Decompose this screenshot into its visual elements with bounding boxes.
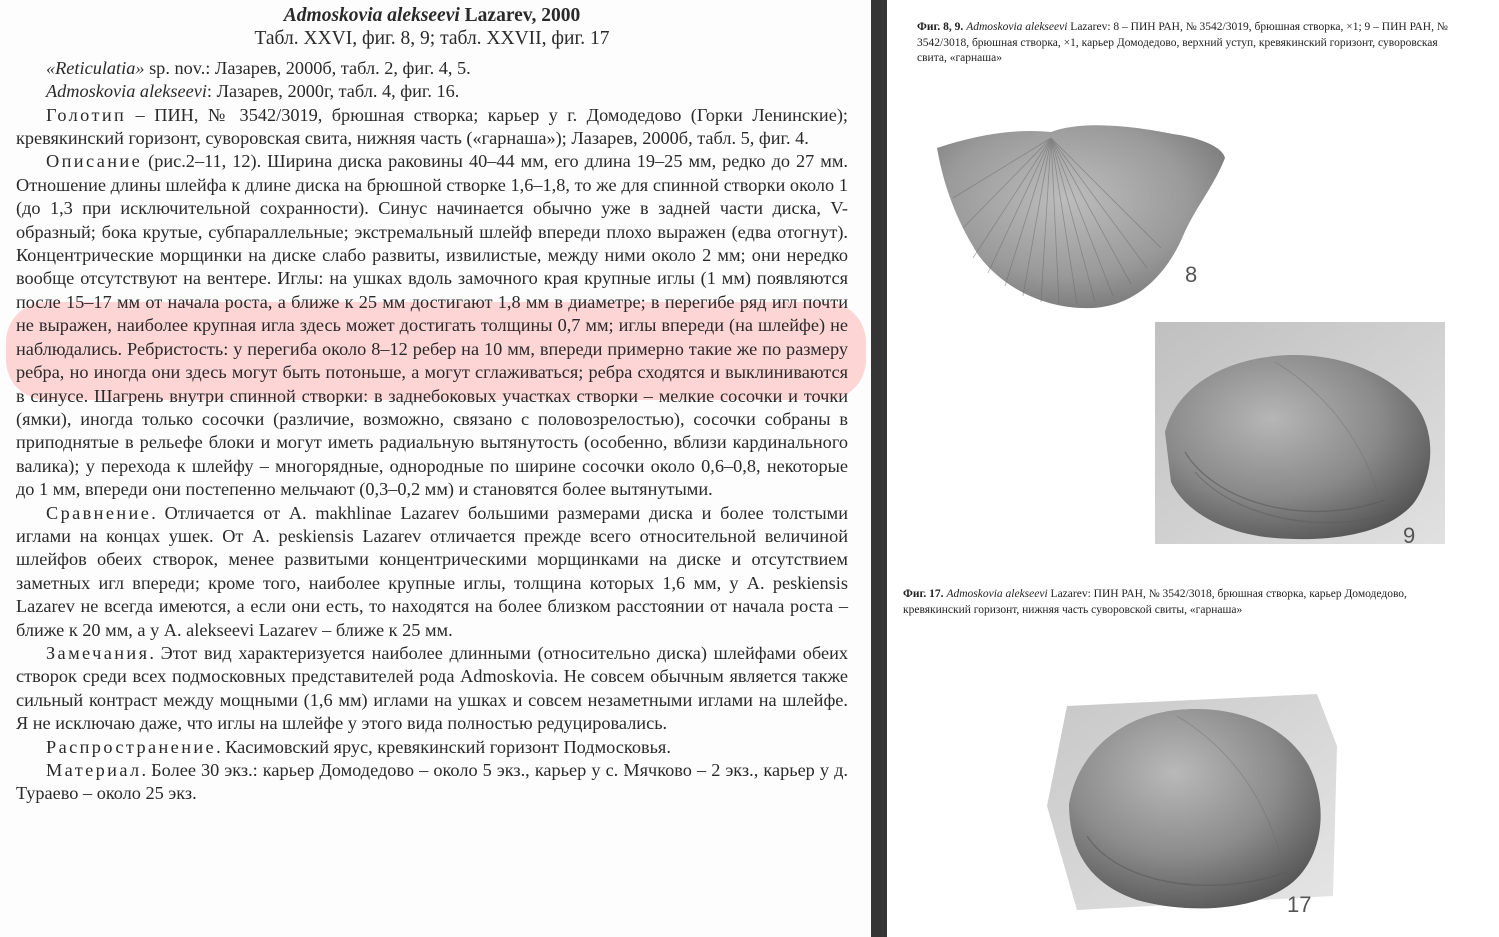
page-divider — [871, 0, 887, 937]
remarks-paragraph: Замечания. Этот вид характеризуется наиболее длинными (относительно диска) шлейфами обеих створок среди всех подмосковных представителей рода Admoskovia. Не совсем обычным является также сильный контраст между мощными (1,6 мм) иглами на ушках и совсем незаметными иглами на шлейфе. Я не исключаю даже, что иглы на шлейфе у этого вида полностью редуцировались. — [16, 642, 848, 734]
figure-label-17: 17 — [1287, 892, 1312, 917]
synonymy-2: Admoskovia alekseevi: Лазарев, 2000г, табл. 4, фиг. 16. — [46, 81, 460, 102]
distribution-paragraph: Распространение. Касимовский ярус, кревякинский горизонт Подмосковья. — [46, 736, 671, 757]
caption-fig-8-9: Фиг. 8, 9. Admoskovia alekseevi Lazarev: 8 – ПИН РАН, № 3542/3019, брюшная створка, ×1; 9 – ПИН РАН, № 3542/3018, брюшная створка, ×1, карьер Домодедово, верхний уступ, кревякинский горизонт, суворовская свита, «гарнаша» — [917, 21, 1448, 64]
material-paragraph: Материал. Более 30 экз.: карьер Домодедово – около 5 экз., карьер у с. Мячково – 2 экз., карьер у д. Тураево – около 25 экз. — [16, 760, 848, 804]
table-reference: Табл. XXVI, фиг. 8, 9; табл. XXVII, фиг. 17 — [254, 28, 610, 50]
holotype-paragraph: Голотип – ПИН, № 3542/3019, брюшная створка; карьер у г. Домодедово (Горки Ленинские); кревякинский горизонт, суворовская свита, нижняя часть («гарнаша»); Лазарев, 2000б, табл. 5, фиг. 4. — [16, 104, 848, 149]
highlighted-text: Иглы: на ушках вдоль замочного края крупные иглы (1 мм) появляются после 15–17 мм от начала роста, а ближе к 25 мм достигают 1,8 мм в диаметре; в перегибе ряд игл почти не выражен, наиболее крупная игла здесь может достигать толщины 0,7 мм; иглы впереди (на шлейфе) не наблюдались. — [16, 268, 848, 359]
figure-label-8: 8 — [1185, 262, 1198, 287]
figure-label-9: 9 — [1403, 523, 1416, 548]
synonymy-1: «Reticulatia» sp. nov.: Лазарев, 2000б, табл. 2, фиг. 4, 5. — [46, 57, 471, 78]
fossil-figure-17 — [1047, 686, 1339, 916]
fossil-figure-9 — [1155, 322, 1445, 544]
comparison-paragraph: Сравнение. Отличается от A. makhlinae Lazarev большими размерами диска и более толстыми иглами на концах ушек. От A. peskiensis Lazarev отличается прежде всего относительной величиной шлейфов обеих створок, менее развитыми концентрическими морщинками на диске и отсутствием заметных игл впереди; кроме того, наиболее крупные иглы, толщина которых 1,6 мм, у A. peskiensis Lazarev не всегда имеются, а если они есть, то находятся на более близком расстоянии от начала роста – ближе к 20 мм, а у A. alekseevi Lazarev – ближе к 25 мм. — [16, 502, 848, 640]
species-title: Admoskovia alekseevi Lazarev, 2000 — [283, 5, 581, 26]
fossil-figure-8 — [933, 118, 1228, 318]
description-paragraph: Описание (рис.2–11, 12). Ширина диска раковины 40–44 мм, его длина 19–25 мм, редко до 27 мм. Отношение длины шлейфа к длине диска на брюшной створке 1,6–1,8, то же для спинной створки около 1 (до 1,3 при исключительной сохранности). Синус начинается обычно уже в задней части диска, V-образный; бока крутые, субпараллельные; экстремальный шлейф впереди плохо выражен (едва отогнут). Концентрические морщинки на диске слабо развиты, извилистые, между ними около 2 мм; они нередко вообще отсутствуют на вентере. Иглы: на ушках вдоль замочного края крупные иглы (1 мм) появляются после 15–17 мм от начала роста, а ближе к 25 мм достигают 1,8 мм в диаметре; в перегибе ряд игл почти не выражен, наиболее крупная игла здесь может достигать толщины 0,7 мм; иглы впереди (на шлейфе) не наблюдались. Ребристость: у перегиба около 8–12 ребер на 10 мм, впереди примерно такие же по размеру ребра, но иногда они здесь могут быть потоньше, а могут сглаживаться; ребра сходятся и выклиниваются в синусе. Шагрень внутри спинной створки: в заднебоковых участках створки – мелкие сосочки и точки (ямки), иногда только сосочки (различие, возможно, связано с половозрелостью), сосочки собраны в приподнятые в рельефе блоки и могут иметь радиальную вытянутость (особенно, вблизи кардинального валика); у перехода к шлейфу – многорядные, однородные по ширине сосочки около 0,6–0,8, некоторые до 1 мм, впереди они постепенно мельчают (0,3–0,2 мм) и становятся более вытянутыми. — [16, 151, 848, 500]
caption-fig-17: Фиг. 17. Admoskovia alekseevi Lazarev: ПИН РАН, № 3542/3018, брюшная створка, карьер Домодедово, кревякинский горизонт, нижняя часть суворовской свиты, «гарнаша» — [903, 588, 1407, 616]
article-text — [16, 4, 848, 806]
right-page — [887, 0, 1499, 937]
